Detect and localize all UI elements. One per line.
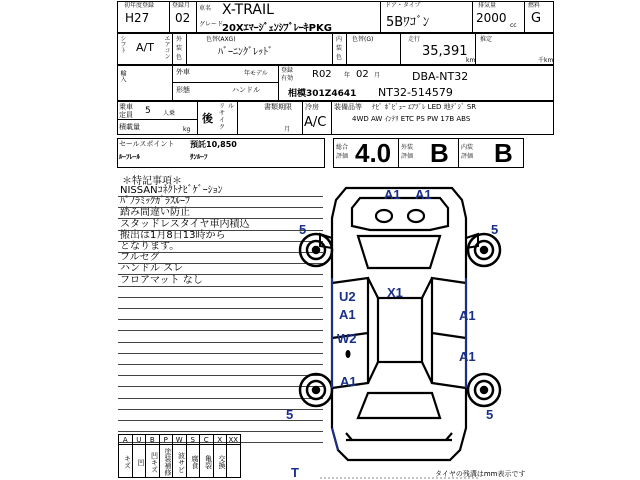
legend-meaning: 凹 xyxy=(132,444,147,478)
spec-label-3: イ xyxy=(219,117,226,124)
model-year-label: 年モデル xyxy=(244,70,268,77)
note-line: となります。 xyxy=(120,241,180,252)
load-unit: kg xyxy=(183,126,191,133)
note-line: スタッドレスタイヤ車内積込 xyxy=(120,218,250,230)
note-line: フロアマット なし xyxy=(120,274,203,286)
total-label-1: 総合 xyxy=(336,144,349,151)
mark-a1-left-door: A1 xyxy=(339,307,356,322)
legend-code: A xyxy=(118,434,133,445)
displacement-label: 排気量 xyxy=(478,2,497,9)
mark-tire-rear-right: 5 xyxy=(486,407,494,422)
reg-month-label: 登録月 xyxy=(172,2,191,9)
tire-note: タイヤの残溝はmm表示です xyxy=(435,470,526,478)
divider xyxy=(172,82,278,83)
expiry-month: 02 xyxy=(356,69,369,80)
load-label: 積載量 xyxy=(119,123,140,131)
plate: 相模301Z4641 xyxy=(288,89,357,99)
exterior-label-2: 評価 xyxy=(401,153,414,160)
expiry-year-label: 年 xyxy=(344,72,351,79)
legend-meaning: 塗装補修 xyxy=(159,444,174,478)
capacity-label: 乗車定員 xyxy=(119,103,133,119)
aircon-label: エアコン xyxy=(163,35,170,59)
inspection-month: 月 xyxy=(284,126,291,133)
door-type: 5Bﾜｺﾞﾝ xyxy=(386,15,430,30)
legend-code: W xyxy=(172,434,187,445)
legend-meaning: 亀裂 xyxy=(199,444,214,478)
car-diagram xyxy=(280,178,520,480)
mark-tire-rear-left: 5 xyxy=(286,407,294,422)
divider xyxy=(472,1,473,33)
divider xyxy=(172,33,173,65)
divider xyxy=(346,33,347,65)
mark-t-trunk: T xyxy=(291,465,299,480)
mark-x1-windshield: X1 xyxy=(387,285,403,300)
exterior-score: B xyxy=(430,138,449,168)
interior-color-label: 色替(G) xyxy=(352,36,374,43)
spec-label-1: リ xyxy=(219,103,226,110)
divider xyxy=(398,138,399,168)
mark-tire-front-right: 5 xyxy=(491,222,499,237)
legend-meaning: 波サビ xyxy=(172,444,187,478)
cooler-label: 冷房 xyxy=(305,103,319,111)
legend-meaning: 凹キズ xyxy=(145,444,160,478)
divider xyxy=(197,101,198,135)
legend-meaning: 交換 xyxy=(213,444,228,478)
note-line: ハンドル スレ xyxy=(120,263,184,275)
expiry-label: 有効 xyxy=(281,75,294,82)
expiry-era: R02 xyxy=(312,69,332,80)
first-reg-label: 初年度登録 xyxy=(124,2,155,9)
legend-meaning: 腐食 xyxy=(186,444,201,478)
model-code: DBA-NT32 xyxy=(412,70,469,83)
shift: A/T xyxy=(136,41,154,54)
reg-month: 02 xyxy=(175,11,191,25)
mark-a1-front-right: A1 xyxy=(415,187,432,202)
grade-label: グレード xyxy=(199,21,224,28)
displacement-unit: cc xyxy=(510,22,517,29)
divider xyxy=(331,101,332,135)
note-line: 踏み間違い防止 xyxy=(120,207,190,219)
shape-label: 形態 xyxy=(176,86,190,94)
divider xyxy=(332,33,333,65)
mileage: 35,391 xyxy=(422,44,468,59)
divider xyxy=(117,119,197,120)
grade: 20XｴﾏｰｼﾞｪﾝｼﾌﾞﾚｰｷPKG xyxy=(222,23,332,34)
divider xyxy=(169,1,170,33)
mileage-label: 走行 xyxy=(408,36,421,43)
legend-code: P xyxy=(159,434,174,445)
divider xyxy=(237,101,238,135)
note-line: フルセグ xyxy=(120,252,160,264)
capacity: 5 xyxy=(145,106,151,116)
interior-side-3: 色 xyxy=(336,54,343,61)
divider xyxy=(278,65,279,101)
equipment-line1: ﾅﾋﾞ ﾎﾞﾋﾞｭｰ ｴｱﾌﾞﾚ LED 地ﾃﾞｼﾞ SR xyxy=(372,103,477,111)
registration-label: 登録 xyxy=(281,67,294,74)
exterior-color: ﾊﾞｰﾆﾝｸﾞﾚｯﾄﾞ xyxy=(218,47,273,58)
divider xyxy=(302,101,303,135)
shift-label: シフト xyxy=(119,35,126,53)
car-name: X-TRAIL xyxy=(222,2,274,18)
exterior-label-1: 外装 xyxy=(401,144,414,151)
spec-label-4: ク xyxy=(219,124,226,131)
legend-code: X xyxy=(213,434,228,445)
divider xyxy=(475,33,476,65)
legend-code: C xyxy=(199,434,214,445)
color-side-1: 外 xyxy=(176,36,183,43)
exterior-label: 外車 xyxy=(176,68,190,76)
cooler: A/C xyxy=(304,115,327,130)
legend-code: S xyxy=(186,434,201,445)
exterior-color-label: 色替(AXG) xyxy=(206,36,236,43)
legend-code: B xyxy=(145,434,160,445)
mark-a1-left-rear-fender: A1 xyxy=(340,374,357,389)
legend-meaning xyxy=(226,444,241,478)
note-line: ﾊﾟﾉﾗﾐｯｸｶﾞﾗｽﾙｰﾌ xyxy=(120,196,190,208)
legend-code: XX xyxy=(226,434,241,445)
total-score: 4.0 xyxy=(355,138,392,168)
color-side-2: 装 xyxy=(176,45,183,52)
first-reg-year: H27 xyxy=(125,11,150,25)
equipment-label: 装備品等 xyxy=(334,103,362,111)
divider xyxy=(186,33,187,65)
divider xyxy=(172,65,173,101)
door-type-label: ドア・タイプ xyxy=(385,2,421,9)
divider xyxy=(380,1,381,33)
legend-code: U xyxy=(132,434,147,445)
estimated-label: 推定 xyxy=(480,36,493,43)
mark-a1-front-left: A1 xyxy=(384,187,401,202)
mark-a1-right-door: A1 xyxy=(459,308,476,323)
km-unit: 千km xyxy=(538,57,554,64)
fuel: G xyxy=(531,11,542,26)
inspection-label: 書類期限 xyxy=(264,103,292,111)
equipment-line2: 4WD AW ｲﾝﾃﾘ ETC PS PW 17B ABS xyxy=(352,115,471,123)
displacement: 2000 xyxy=(476,11,507,25)
mark-u2-left-door: U2 xyxy=(339,289,356,304)
spec-label-5: ル xyxy=(228,103,235,110)
legend-meaning: キズ xyxy=(118,444,133,478)
mileage-unit: km xyxy=(466,57,476,64)
note-line: NISSANｺﾈｸﾄﾅﾋﾞｹﾞｰｼｮﾝ xyxy=(120,185,223,196)
expiry-month-label: 月 xyxy=(374,72,381,79)
interior-label-2: 評価 xyxy=(461,153,474,160)
car-name-label: 車名 xyxy=(199,5,212,12)
spec-label-2: サ xyxy=(219,110,226,117)
interior-side-1: 内 xyxy=(336,36,343,43)
divider xyxy=(196,1,197,33)
sales-point: 預託10,850 xyxy=(190,140,237,149)
handle-label: ハンドル xyxy=(232,86,260,94)
rear-door-label: 後 xyxy=(202,112,213,125)
mark-a1-right-rear-door: A1 xyxy=(459,349,476,364)
interior-side-2: 装 xyxy=(336,45,343,52)
divider xyxy=(458,138,459,168)
sales-item-1: ﾙｰﾌﾚｰﾙ xyxy=(119,153,140,161)
interior-score: B xyxy=(494,138,513,168)
notes-title: ＊特記事項＊ xyxy=(122,176,182,187)
mark-w2-left-rear-door: W2 xyxy=(337,331,357,346)
divider xyxy=(400,33,401,65)
sales-item-2: ｻﾝﾙｰﾌ xyxy=(190,153,208,161)
capacity-unit: 人乗 xyxy=(163,110,176,117)
interior-label-1: 内装 xyxy=(461,144,474,151)
total-label-2: 評価 xyxy=(336,153,349,160)
note-line: 搬出は1月8日13時から xyxy=(120,229,226,241)
sales-point-label: セールスポイント xyxy=(119,140,175,148)
mark-tire-front-left: 5 xyxy=(299,222,307,237)
color-side-3: 色 xyxy=(176,54,183,61)
import-label: 輸入 xyxy=(119,70,126,82)
fuel-label: 燃料 xyxy=(528,2,541,9)
chassis-no: NT32-514579 xyxy=(378,86,453,99)
